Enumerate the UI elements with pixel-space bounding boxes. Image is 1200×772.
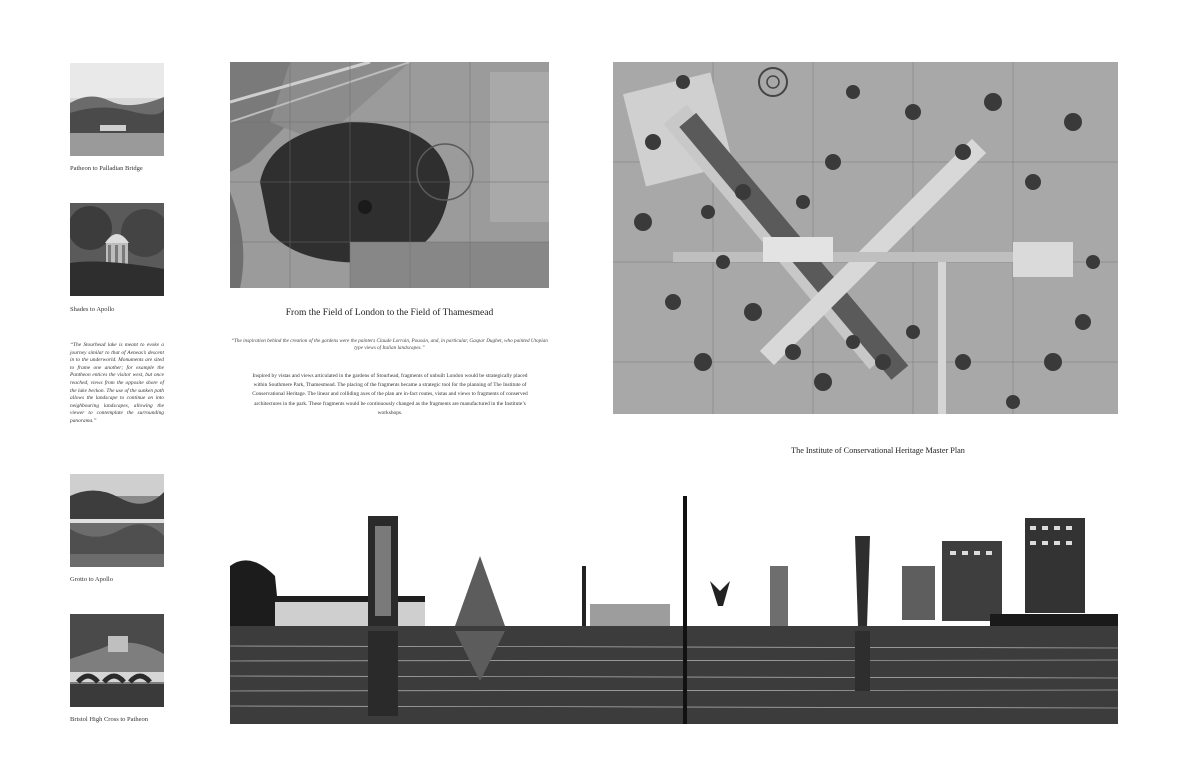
thumbnail-shades-apollo bbox=[70, 203, 164, 296]
thumbnail-bristol-cross bbox=[70, 614, 164, 707]
master-plan-caption: The Institute of Conservational Heritage Master Plan bbox=[791, 446, 965, 455]
center-body: Inspired by vistas and views articulated in the gardens of Stourhead, fragments of unbuilt London would be strategically placed within Southmere Park, Thamesmead. The placing of the fragments became a strategic tool for the planning of The Institute of Conservational Heritage. The linear and colliding axes of the plan are in-fact routes, vistas and views to fragments of conserved architectures in the park. These fragments would be continuously changed as the fragments are manufactured in the Institute’s workshops. bbox=[252, 373, 528, 416]
left-quote: “The Stourhead lake is meant to evoke a journey similar to that of Aeneas’s descent in to the underworld. Monuments are sited to frame one another; for example the Pantheon entices the visitor west, but once reached, views from the opposite shore of the lake beckon. The use of the sunken path allows the landscape to continue on into neighbouring landscapes, allowing the viewer to contemplate the surrounding panorama.” bbox=[70, 342, 164, 424]
thumbnail-caption-2: Shades to Apollo bbox=[70, 306, 115, 313]
thumbnail-caption-4: Bristol High Cross to Patheon bbox=[70, 716, 149, 723]
thumbnail-caption-3: Grotto to Apollo bbox=[70, 576, 113, 583]
aerial-photo-map bbox=[230, 62, 549, 288]
master-plan-drawing bbox=[613, 62, 1118, 414]
thumbnail-palladian-bridge bbox=[70, 63, 164, 156]
center-quote: “The inspiration behind the creation of the gardens were the painters Claude Lorrain, Poussin, and, in particular, Gaspar Dughet, who painted Utopian type views of Italian landscapes.” bbox=[231, 338, 548, 352]
thumbnail-grotto-apollo bbox=[70, 474, 164, 567]
skyline-collage bbox=[230, 496, 1118, 724]
thumbnail-caption-1: Patheon to Palladian Bridge bbox=[70, 165, 143, 172]
center-title: From the Field of London to the Field of Thamesmead bbox=[285, 308, 494, 318]
